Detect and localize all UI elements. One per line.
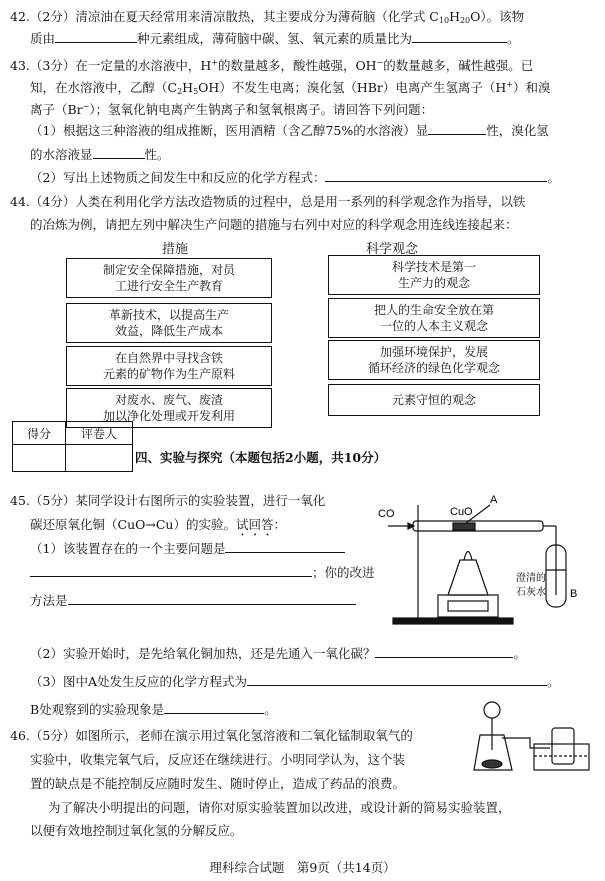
q43-line4: （1）根据这三种溶液的组成推断，医用酒精（含乙醇75%的水溶液）显 性，溴化氢 [30, 123, 549, 138]
limewater-label-2: 石灰水 [516, 587, 546, 598]
answer-blank[interactable] [164, 701, 264, 714]
q45-line5: 方法是 [30, 592, 595, 610]
concept-box-2[interactable]: 把人的生命安全放在第 一位的人本主义观念 [328, 298, 540, 338]
concept-box-1[interactable]: 科学技术是第一 生产力的观念 [328, 255, 540, 295]
answer-blank[interactable] [375, 645, 513, 658]
q45-line4: ；你的改进 [30, 564, 595, 582]
point-a-label: A [490, 494, 498, 506]
q45-line2: 碳还原氧化铜（CuO→Cu）的实验。试回答： [30, 517, 286, 532]
cuo-label: CuO [450, 506, 473, 518]
q42-line1: 42.（2分）清凉油在夏天经常用来清凉散热，其主要成分为薄荷脑（化学式 $C_{10}H_{20}O$）。该物 [10, 9, 525, 25]
q46-line5: 以便有效地控制过氧化氢的分解反应。 [30, 823, 243, 838]
q45-line6: （2）实验开始时，是先给氧化铜加热，还是先通入一氧化碳？ 。 [30, 646, 526, 661]
answer-blank[interactable] [412, 30, 507, 43]
answer-blank[interactable] [225, 540, 345, 553]
answer-blank[interactable] [30, 564, 312, 577]
concept-box-4[interactable]: 元素守恒的观念 [328, 384, 540, 416]
q43-line6: （2）写出上述物质之间发生中和反应的化学方程式： 。 [30, 170, 560, 185]
q45-line8: B处观察到的实验现象是 。 [30, 702, 277, 717]
q46-line2: 实验中，收集完氧气后，反应还在继续进行。小明同学认为，这个装 [30, 752, 406, 767]
q46-line4: 为了解决小明提出的问题，请你对原实验装置加以改进，或设计新的简易实验装置， [48, 800, 511, 815]
grader-cell[interactable] [66, 445, 133, 472]
co-label: CO [378, 508, 395, 520]
measure-box-3[interactable]: 在自然界中寻找含铁 元素的矿物作为生产原料 [66, 346, 272, 386]
page-footer: 理科综合试题 第9页（共14页） [209, 860, 396, 875]
q43-line5: 的水溶液显 性。 [30, 147, 170, 162]
q45-line7: （3）图中A处发生反应的化学方程式为 。 [30, 674, 560, 689]
oxygen-generation-apparatus-figure [470, 700, 595, 775]
q44-line2: 的冶炼为例，请把左列中解决生产问题的措施与右列中对应的科学观念用连线连接起来： [30, 217, 518, 232]
measure-box-4[interactable]: 对废水、废气、废渣 加以净化处理或开发利用 [66, 388, 272, 428]
measure-box-1[interactable]: 制定安全保障措施，对员 工进行安全生产教育 [66, 258, 272, 298]
score-cell[interactable] [13, 445, 66, 472]
q46-line3: 置的缺点是不能控制反应随时发生、随时停止，造成了药品的浪费。 [30, 776, 406, 791]
q42-line2: 质由 种元素组成，薄荷脑中碳、氢、氧元素的质量比为 。 [30, 31, 520, 46]
answer-blank[interactable] [247, 673, 547, 686]
score-table [12, 421, 133, 472]
q43-line1: 43.（3分）在一定量的水溶液中，H+的数量越多，酸性越强，OH−的数量越多，碱性越强。已 [10, 58, 534, 73]
score-label: 得分 [13, 422, 66, 445]
point-b-label: B [570, 588, 578, 600]
q43-line2: 知，在水溶液中，乙醇$(C_2H_5OH)$不发生电离；溴化氢（HBr）电离产生氢离子（H+）和溴 [30, 80, 551, 96]
q46-line1: 46.（5分）如图所示，老师在演示用过氧化氢溶液和二氧化锰制取氧气的 [10, 728, 413, 743]
answer-blank[interactable] [68, 592, 356, 605]
q45-line3: （1）该装置存在的一个主要问题是 [30, 540, 595, 558]
answer-blank[interactable] [55, 30, 137, 43]
concept-box-3[interactable]: 加强环境保护，发展 循环经济的绿色化学观念 [328, 340, 540, 380]
limewater-label-1: 澄清的 [516, 573, 546, 584]
answer-blank[interactable] [428, 122, 486, 135]
grader-label: 评卷人 [66, 422, 133, 445]
q44-line1: 44.（4分）人类在利用化学方法改造物质的过程中，总是用一系列的科学观念作为指导，以铁 [10, 194, 526, 209]
q43-line3: 离子（Br−）；氢氧化钠电离产生钠离子和氢氧根离子。请回答下列问题： [30, 102, 434, 117]
answer-blank[interactable] [93, 146, 145, 159]
co-reduction-apparatus-figure [378, 485, 593, 635]
answer-blank[interactable] [325, 169, 547, 182]
section-title: 四、实验与探究（本题包括2小题，共10分） [135, 450, 387, 465]
right-column-header: 科学观念 [366, 242, 419, 257]
left-column-header: 措施 [162, 242, 189, 257]
measure-box-2[interactable]: 革新技术，以提高生产 效益，降低生产成本 [66, 303, 272, 343]
q45-line1: 45.（5分）某同学设计右图所示的实验装置，进行一氧化 [10, 493, 326, 508]
